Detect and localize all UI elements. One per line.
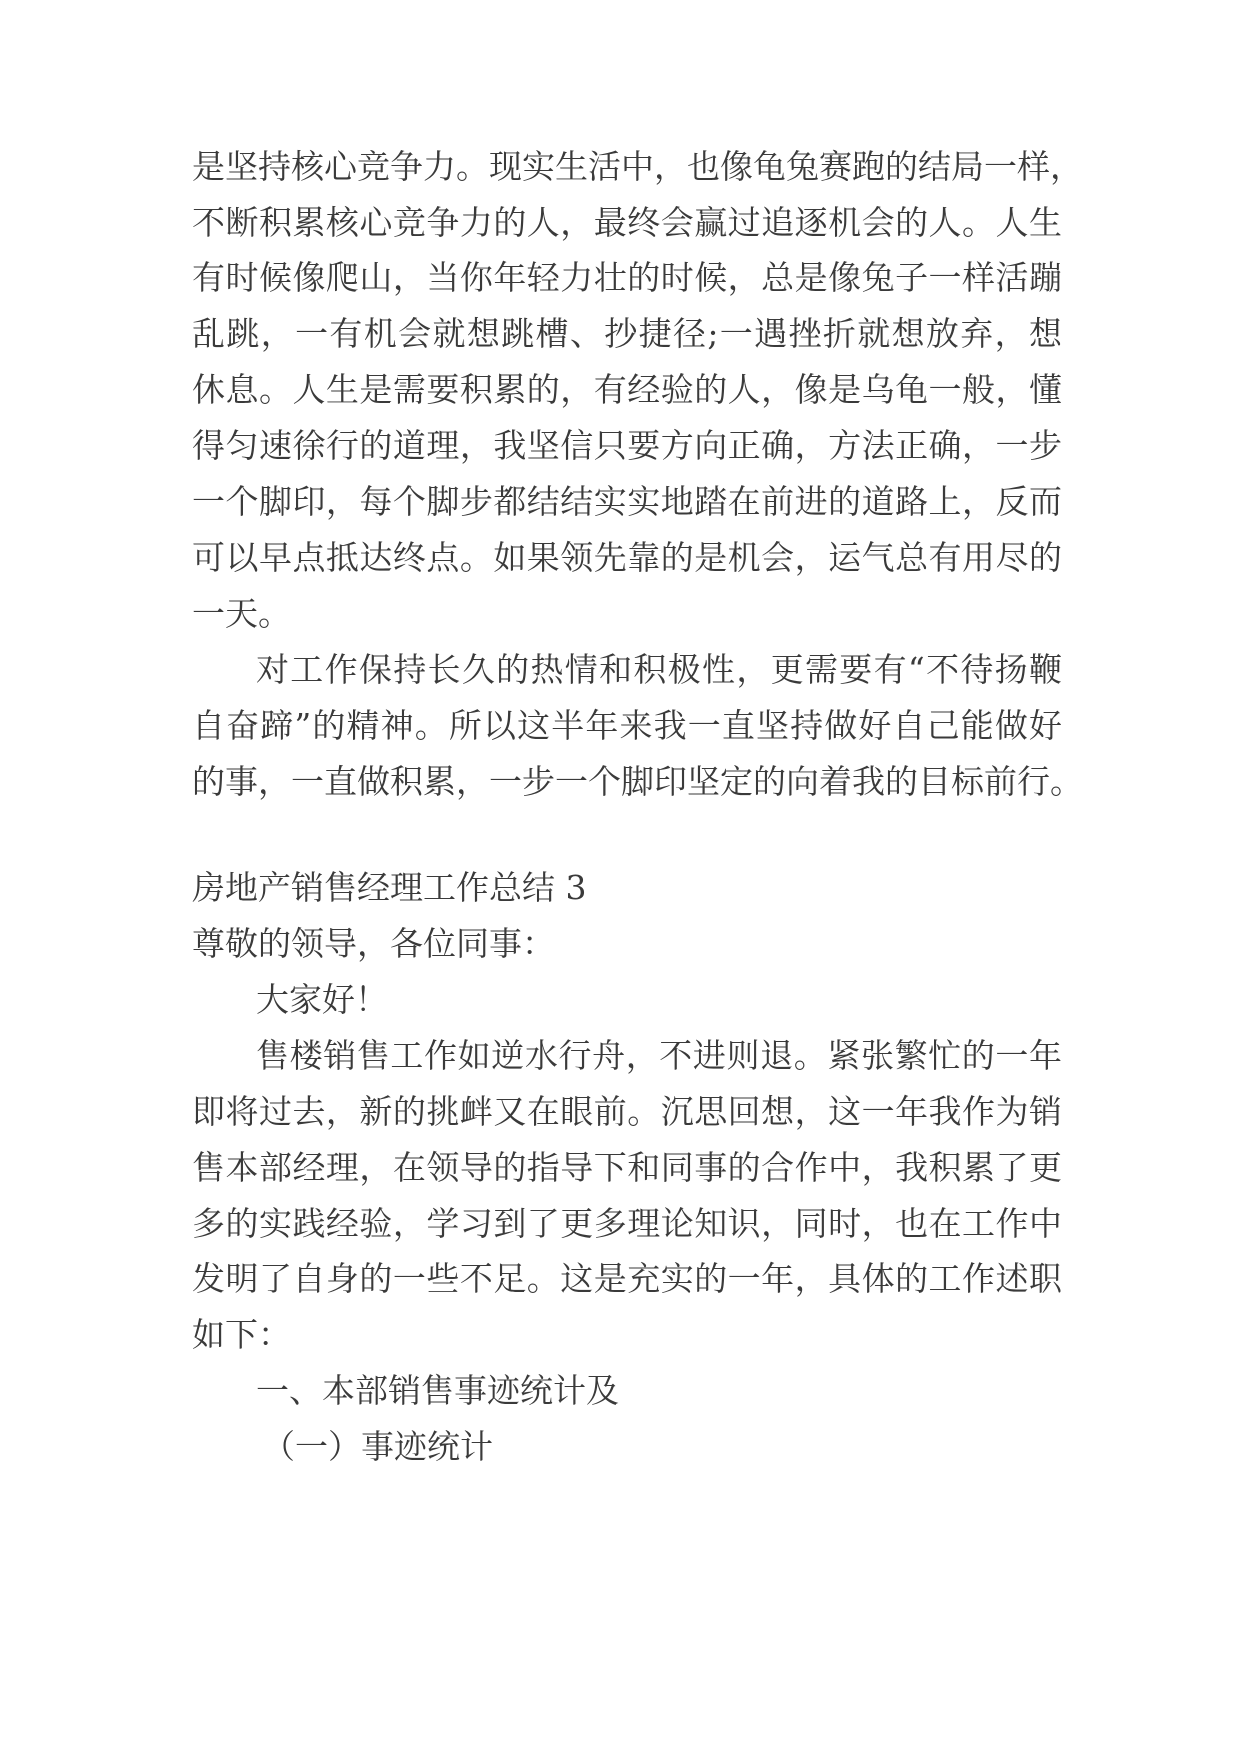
paragraph-line: 售楼销售工作如逆水行舟，不进则退。紧张繁忙的一年 [256, 1036, 1062, 1075]
paragraph-line: 对工作保持长久的热情和积极性，更需要有“不待扬鞭 [256, 650, 1062, 689]
section-title: 房地产销售经理工作总结 3 [192, 868, 587, 907]
paragraph-line: 是坚持核心竞争力。现实生活中，也像龟兔赛跑的结局一样， [192, 147, 1083, 186]
paragraph-line: 多的实践经验，学习到了更多理论知识，同时，也在工作中 [192, 1204, 1062, 1243]
salutation: 尊敬的领导，各位同事： [192, 924, 555, 963]
paragraph-line: 一个脚印，每个脚步都结结实实地踏在前进的道路上，反而 [192, 482, 1062, 521]
section-heading: 一、本部销售事迹统计及 [256, 1371, 619, 1410]
paragraph-line: 自奋蹄”的精神。所以这半年来我一直坚持做好自己能做好 [192, 706, 1062, 745]
paragraph-line: 不断积累核心竞争力的人，最终会赢过追逐机会的人。人生 [192, 203, 1062, 242]
paragraph-line: 乱跳，一有机会就想跳槽、抄捷径;一遇挫折就想放弃，想 [192, 314, 1062, 353]
paragraph-line: 的事，一直做积累，一步一个脚印坚定的向着我的目标前行。 [192, 762, 1083, 801]
greeting: 大家好！ [256, 980, 388, 1019]
paragraph-line: 得匀速徐行的道理，我坚信只要方向正确，方法正确，一步 [192, 426, 1062, 465]
paragraph-line: 一天。 [192, 594, 291, 633]
paragraph-line: 有时候像爬山，当你年轻力壮的时候，总是像兔子一样活蹦 [192, 258, 1062, 297]
paragraph-line: 即将过去，新的挑衅又在眼前。沉思回想，这一年我作为销 [192, 1092, 1062, 1131]
paragraph-line: 休息。人生是需要积累的，有经验的人，像是乌龟一般，懂 [192, 370, 1062, 409]
paragraph-line: 可以早点抵达终点。如果领先靠的是机会，运气总有用尽的 [192, 538, 1062, 577]
paragraph-line: 售本部经理，在领导的指导下和同事的合作中，我积累了更 [192, 1148, 1062, 1187]
subsection-heading: （一）事迹统计 [262, 1427, 493, 1466]
paragraph-line: 发明了自身的一些不足。这是充实的一年，具体的工作述职 [192, 1259, 1062, 1298]
paragraph-line: 如下： [192, 1315, 291, 1354]
